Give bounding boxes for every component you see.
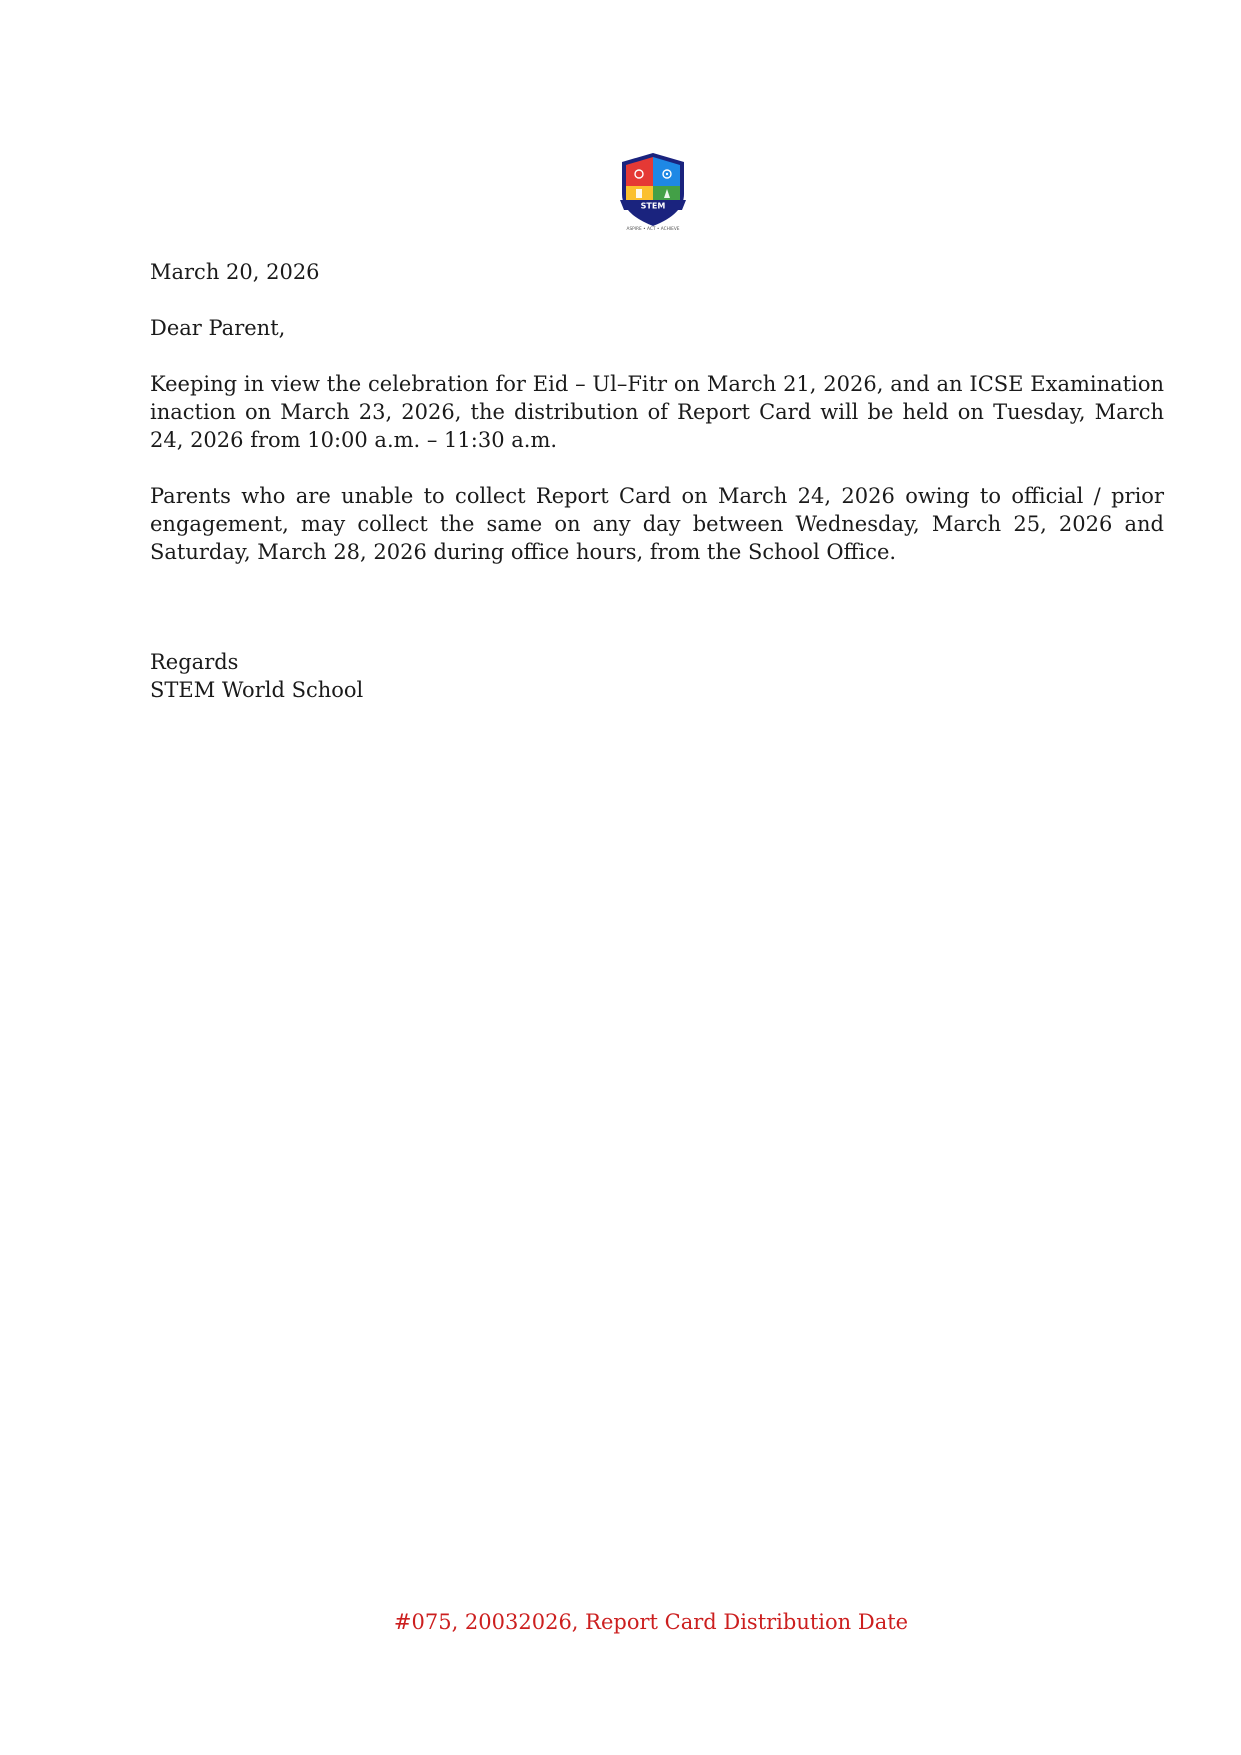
crest-icon [616,150,690,232]
letter-signature: STEM World School [150,678,364,702]
closing-block [150,648,1164,704]
letter-salutation: Dear Parent, [150,316,286,340]
letter-paragraph-2: Parents who are unable to collect Report Card on March 24, 2026 owing to official / prior engagement, may collect the same on any day between Wednesday, March 25, 2026 and Saturday, March 28, 2026 during office hours, from the School Office. [150,484,1164,564]
school-crest-logo [616,150,690,232]
letter-date: March 20, 2026 [150,260,320,284]
letter-body [150,258,1164,704]
letter-paragraph-1: Keeping in view the celebration for Eid – Ul–Fitr on March 21, 2026, and an ICSE Examination inaction on March 23, 2026, the distribution of Report Card will be held on Tuesday, March 24, 2026 from 10:00 a.m. – 11:30 a.m. [150,372,1164,452]
svg-text:STEM: STEM [640,201,666,211]
svg-text:ASPIRE • ACT • ACHIEVE: ASPIRE • ACT • ACHIEVE [626,227,680,232]
reference-footer: #075, 20032026, Report Card Distribution Date [393,1610,909,1634]
letter-closing: Regards [150,650,239,674]
